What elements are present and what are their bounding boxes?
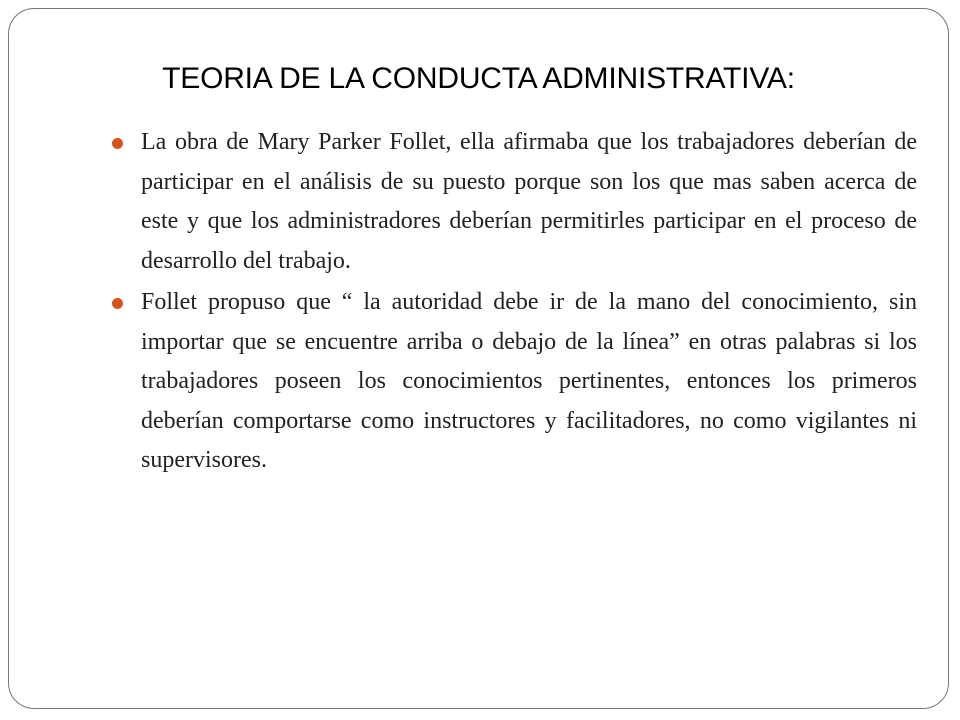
bullet-item (107, 123, 917, 281)
bullet-list (107, 123, 917, 483)
bullet-icon (112, 298, 123, 309)
bullet-icon (112, 138, 123, 149)
slide-title: TEORIA DE LA CONDUCTA ADMINISTRATIVA: (162, 62, 795, 95)
bullet-item (107, 283, 917, 481)
bullet-text: Follet propuso que “ la autoridad debe ir de la mano del conocimiento, sin importar que se encuentre arriba o debajo de la línea” en otras palabras si los trabajadores poseen los conocimientos pertinentes, entonces los primeros deberían comportarse como instructores y facilitadores, no como vigilantes ni supervisores. (141, 289, 917, 473)
bullet-text: La obra de Mary Parker Follet, ella afirmaba que los trabajadores deberían de participar en el análisis de su puesto porque son los que mas saben acerca de este y que los administradores deberían permitirles participar en el proceso de desarrollo del trabajo. (141, 129, 917, 274)
slide-frame (8, 8, 949, 709)
